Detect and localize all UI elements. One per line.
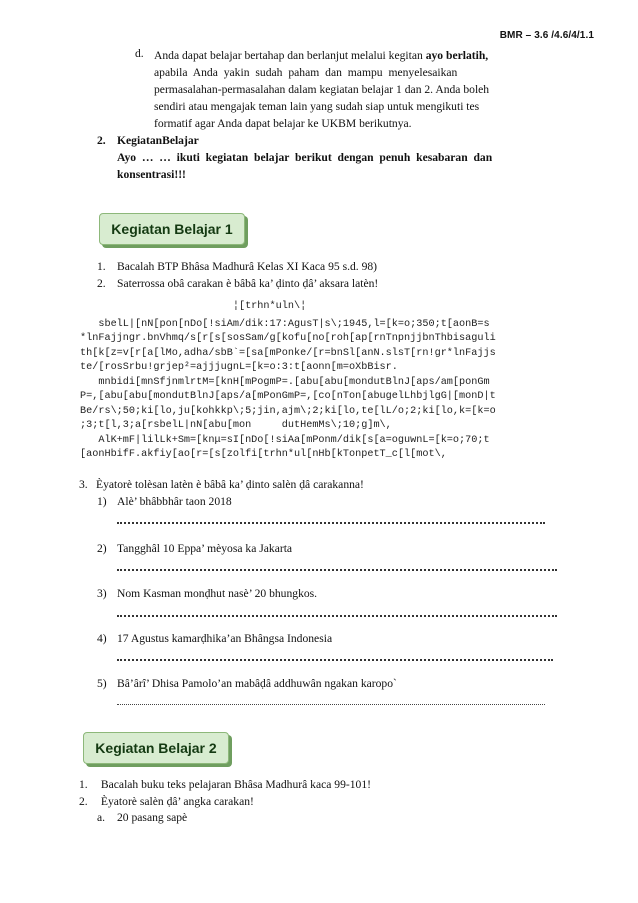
item-3-text: Èyatorè tolèsan latèn è bâbâ ka’ ḍinto salèn ḍâ carakanna! [96, 478, 364, 491]
item-2-line1: Ayo … … ikuti kegiatan belajar berikut dengan penuh kesabaran dan [117, 151, 493, 164]
q-num: 2) [97, 542, 107, 555]
answer-line[interactable] [117, 659, 553, 661]
q-num: 3) [97, 587, 107, 600]
item-2-line2: konsentrasi!!! [117, 168, 186, 181]
page-header-code: BMR – 3.6 /4.6/4/1.1 [499, 30, 594, 41]
q-text: Alè’ bhâbbhâr taon 2018 [117, 495, 232, 508]
item-d-line: sendiri atau mengajak teman lain yang sudah siap untuk mengikuti tes [154, 100, 480, 113]
kb1-item-2-text: Saterrossa obâ carakan è bâbâ ka’ ḍinto ḍâ’ aksara latèn! [117, 277, 379, 290]
q-text: Tangghâl 10 Eppa’ mèyosa ka Jakarta [117, 542, 293, 555]
q-num: 4) [97, 632, 107, 645]
kegiatan-belajar-1-badge: Kegiatan Belajar 1 [99, 213, 245, 245]
item-2-title: KegiatanBelajar [117, 134, 199, 147]
item-d-line: apabila Anda yakin sudah paham dan mampu menyelesaikan [154, 66, 458, 79]
item-d-paragraph [154, 47, 562, 132]
aksara-line: th[k[z=v[r[a[lMo,adha/sbB`=[sa[mPonke/[r=bnSl[anN.slsT[rn!gr*lnFajjs [80, 348, 496, 359]
answer-line[interactable] [117, 522, 545, 524]
item-d-line: permasalahan-permasalahan dalam kegiatan belajar 1 dan 2. Anda boleh [154, 83, 490, 96]
kb2-item-2-num: 2. [79, 795, 88, 808]
item-d-label: d. [135, 47, 144, 60]
item-d-line: formatif agar Anda dapat belajar ke UKBM berikutnya. [154, 117, 412, 130]
aksara-line: te/[rosSrbu!grjep²=ajjjugnL=[k=o:3:t[aonn[m=oXbBisr. [80, 362, 398, 373]
kb2-item-1-text: Bacalah buku teks pelajaran Bhâsa Madhurâ kaca 99-101! [98, 778, 371, 791]
item-d-line: Anda dapat belajar bertahap dan berlanjut melalui kegitan ayo berlatih, [154, 49, 489, 62]
aksara-line: P=,[abu[abu[mondutBlnJ[aps/a[mPonGmP=,[co[nTon[abugelLhbjlgG|[monD|t [80, 391, 496, 402]
aksara-line: mnbidi[mnSfjnmlrtM=[knH[mPogmP=.[abu[abu[mondutBlnJ[aps/am[ponGm [80, 377, 490, 388]
aksara-line: sbelL|[nN[pon[nDo[!siAm/dik:17:AgusT|s\;1945,l=[k=o;350;t[aonB=s [80, 319, 490, 330]
kb2-sub-text: 20 pasang sapè [117, 811, 188, 824]
aksara-line: AlK+mF|lilLk+Sm=[knμ=sI[nDo[!siAa[mPonm/dik[s[a=oguwnL=[k=o;70;t [80, 435, 490, 446]
q-text: Nom Kasman monḍhut nasè’ 20 bhungkos. [117, 587, 318, 600]
kb1-item-1-num: 1. [97, 260, 106, 273]
kegiatan-belajar-2-badge: Kegiatan Belajar 2 [83, 732, 229, 764]
q-num: 5) [97, 677, 107, 690]
answer-line[interactable] [117, 704, 545, 705]
aksara-line: ;3;t[l,3;a[rsbelL|nN[abu[mon dutHemMs\;10;g]m\, [80, 420, 392, 431]
aksara-line: ¦[trhn*uln\¦ [80, 301, 307, 312]
aksara-line: Be/rs\;50;ki[lo,ju[kohkkp\;5;jin,ajm\;2;ki[lo,te[lL/o;2;ki[lo,k=[k=o [80, 406, 496, 417]
item-3-label: 3. [79, 478, 88, 491]
answer-line[interactable] [117, 615, 557, 617]
kb2-item-2-text: Èyatorè salèn ḍâ’ angka carakan! [98, 795, 254, 808]
item-2-label: 2. [97, 134, 106, 147]
aksara-line: [aonHbifF.akfiy[ao[r=[s[zolfi[trhn*ul[nHb[kTonpetT_c[l[mot\, [80, 449, 447, 460]
aksara-line: *lnFajjngr.bnVhmq/s[r[s[sosSam/g[kofu[no[roh[ap[rnTnpnjjbnThbisaguli [80, 333, 496, 344]
q-num: 1) [97, 495, 107, 508]
q-text: Bâ’ârî’ Dhisa Pamolo’an mabâḍâ addhuwân ngakan karopo` [117, 677, 397, 690]
q-text: 17 Agustus kamarḍhika’an Bhângsa Indonesia [117, 632, 333, 645]
kb1-item-1-text: Bacalah BTP Bhâsa Madhurâ Kelas XI Kaca 95 s.d. 98) [117, 260, 378, 273]
kb2-sub-num: a. [97, 811, 106, 824]
kb2-item-1-num: 1. [79, 778, 88, 791]
answer-line[interactable] [117, 569, 557, 571]
kb1-item-2-num: 2. [97, 277, 106, 290]
